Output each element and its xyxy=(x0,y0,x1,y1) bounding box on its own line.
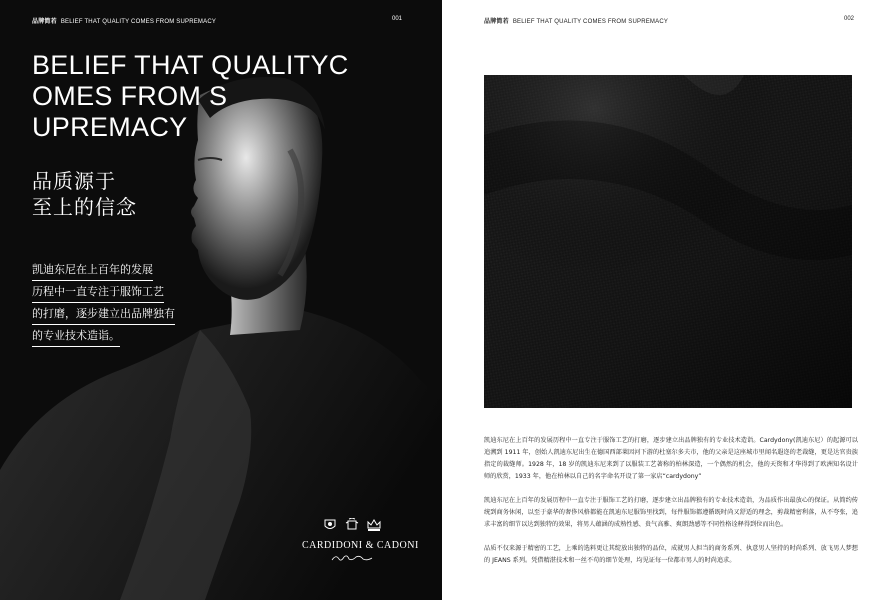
headline-en-line-3: UPREMACY xyxy=(32,112,188,142)
headline-en-line-2: OMES FROM S xyxy=(32,81,228,111)
body-paragraph-1: 凯迪东尼在上百年的发展历程中一直专注于服饰工艺的打磨，逐步建立出品牌独有的专业技术造诣。Cardydony(凯迪东尼）的起源可以追溯到 1911 年，创始人凯迪东尼出生在德国西部莱因河下游的杜塞尔多夫市，他的父亲是这座城市里闻名遐迩的老裁缝，更是达官贵族指定的裁缝师。1928 年，18 岁的凯迪东尼来到了以服装工艺著称的柏林深造，一个偶然的机会，他的天资和才华得到了欧洲知名设计师的欣赏，1933 年，他在柏林以自己的名字命名开设了第一家店“cardydony” xyxy=(484,437,858,480)
headline-english xyxy=(32,50,362,143)
headline-cn-line-2: 至上的信念 xyxy=(32,197,137,219)
headline-chinese xyxy=(32,169,137,221)
right-page xyxy=(442,0,884,600)
intro-line-4: 的专业技术造诣。 xyxy=(32,328,120,347)
headline-en-line-1: BELIEF THAT QUALITYC xyxy=(32,50,349,80)
intro-text xyxy=(32,262,192,350)
brand-name: CARDIDONI & CADONI xyxy=(302,540,419,551)
brand-logo-block xyxy=(302,518,419,563)
right-header-cn: 品牌简若 xyxy=(484,19,509,25)
headline-cn-line-1: 品质源于 xyxy=(32,171,116,193)
left-header-cn: 品牌简若 xyxy=(32,19,57,25)
right-running-header xyxy=(484,16,668,25)
crown-icon xyxy=(366,518,382,532)
signature-logo xyxy=(330,553,374,563)
intro-line-3: 的打磨，逐步建立出品牌独有 xyxy=(32,306,175,325)
intro-line-1: 凯迪东尼在上百年的发展 xyxy=(32,262,153,281)
intro-line-2: 历程中一直专注于服饰工艺 xyxy=(32,284,164,303)
left-page-number: 001 xyxy=(392,16,403,22)
royal-arms-icon xyxy=(344,518,360,532)
right-header-en: BELIEF THAT QUALITY COMES FROM SUPREMACY xyxy=(512,19,669,25)
body-paragraph-2: 凯迪东尼在上百年的发展历程中一直专注于服饰工艺的打磨，逐步建立出品牌独有的专业技术造诣，为品质作出最放心的保证。从简约传统到商务休闲，以至于豪华的奢侈风格都能在凯迪东尼服饰里找到，每件服饰都遵循既时尚又舒适的理念，剪裁精密利落，从不夸张，追求丰富的细节以达到独特的效果，将男人蕴涵的成熟性感、贵气高雅、爽朗劲感等不同性格诠释得到位而出色。 xyxy=(484,497,858,528)
left-running-header xyxy=(32,16,216,25)
fabric-texture-image xyxy=(484,75,852,408)
left-header-en: BELIEF THAT QUALITY COMES FROM SUPREMACY xyxy=(60,19,217,25)
body-paragraph-3: 品质不仅来源于精密的工艺，上乘的选料更让其绽放出独特的品位，成就男人担当的商务系列、执意男人坚持的时尚系列、放飞男人梦想的 JEANS 系列。凭借精湛技术和一丝不苟的细节处理，均见证每一位都市男人的时尚追求。 xyxy=(484,545,858,564)
right-page-number: 002 xyxy=(844,16,855,22)
crest-icon xyxy=(322,518,338,532)
crest-row xyxy=(302,518,402,532)
